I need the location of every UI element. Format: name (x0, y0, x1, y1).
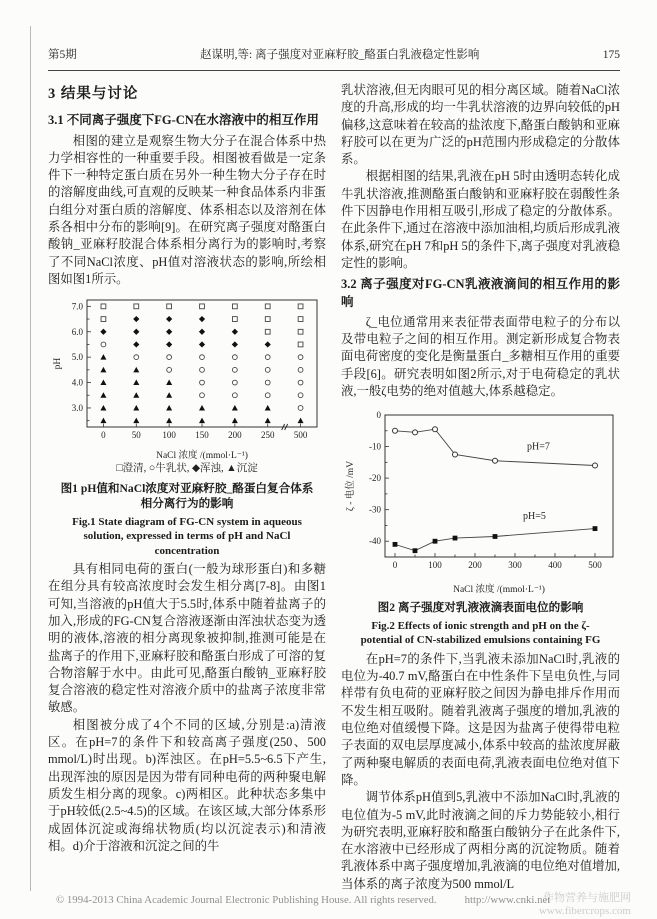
svg-text:200: 200 (228, 430, 242, 441)
svg-text:100: 100 (162, 430, 176, 441)
figure1-caption-en: Fig.1 State diagram of FG-CN system in aqueous solution, expressed in terms of pH and NaCl concentration (72, 515, 302, 557)
figure-2 (341, 405, 620, 648)
paragraph: 相图的建立是观察生物大分子在混合体系中热力学相容性的一种重要手段。相图被看做是一定条件下一种特定蛋白质在另外一种生物大分子存在时的溶解度曲线,可直观的反映某一种食品体系内非蛋白组分对蛋白质的溶解度、体系相态以及溶剂在体系各相中分布的影响[9]。在研究离子强度对酪蛋白酸钠_亚麻籽胶混合体系相分离行为的影响时,考察了不同NaCl浓度、pH值对溶液状态的影响,所绘相图如图1所示。 (48, 133, 326, 286)
paragraph: 根据相图的结果,乳液在pH 5时由透明态转化成牛乳状溶液,推测酪蛋白酸钠和亚麻籽胶在弱酸性条件下因静电作用相互吸引,形成了稳定的分散体系。在此条件下,通过在溶液中添加油相,均质后形成乳液体系,研究在pH 7和pH 5的条件下,离子强度对乳液稳定性的影响。 (341, 169, 620, 270)
svg-text:ζ - 电位 /mV: ζ - 电位 /mV (346, 461, 356, 512)
page-footer (56, 894, 550, 906)
header-running-title: 赵谋明,等: 离子强度对亚麻籽胶_酪蛋白乳液稳定性影响 (200, 49, 480, 61)
figure2-caption-zh: 图2 离子强度对乳液液滴表面电位的影响 (377, 601, 584, 615)
svg-text:50: 50 (131, 430, 141, 441)
paragraph: ζ_电位通常用来表征带表面带电粒子的分布以及带电粒子之间的相互作用。测定新形成复合物表面电荷密度的变化是衡量蛋白_多糖相互作用的重要手段[6]。研究表明如图2所示,对于电荷稳定的乳状液,一般ζ电势的绝对值越大,体系越稳定。 (341, 314, 620, 399)
figure1-legend: □澄清, ○牛乳状, ◆浑浊, ▲沉淀 (116, 463, 258, 475)
article-body (48, 82, 620, 893)
svg-text:300: 300 (508, 560, 522, 571)
svg-text:-20: -20 (369, 473, 381, 484)
left-column (48, 82, 326, 893)
svg-text:200: 200 (468, 560, 482, 571)
svg-text:0: 0 (101, 430, 106, 441)
header-issue: 第5期 (48, 49, 77, 61)
watermark-line-2: www.fibercrops.com (538, 905, 631, 917)
svg-text:pH: pH (53, 357, 63, 370)
figure1-caption-zh: 图1 pH值和NaCl浓度对亚麻籽胶_酪蛋白复合体系相分离行为的影响 (60, 481, 314, 511)
svg-text:150: 150 (195, 430, 209, 441)
footer-copyright: © 1994-2013 China Academic Journal Electronic Publishing House. All rights reserved. (56, 894, 437, 906)
svg-text:100: 100 (428, 560, 442, 571)
paragraph: 相图被分成了4个不同的区域,分别是:a)清液区。在pH=7的条件下和较高离子强度(250、500 mmol/L)时出现。b)浑浊区。在pH=5.5~6.5下产生,出现浑浊的原因是因为带有同种电荷的两种聚电解质发生相分离的现象。c)两相区。此种状态多集中于pH较低(2.5~4.5)的区域。在该区域,大部分体系形成固体沉淀或海绵状物质(均以沉淀表示)和清液相。d)介于溶液和沉淀之间的牛 (48, 717, 326, 853)
watermark-line-1: 作物营养与施肥网 (543, 892, 631, 904)
paragraph: 调节体系pH值到5,乳液中不添加NaCl时,乳液的电位值为-5 mV,此时液滴之间的斥力势能较小,相行为研究表明,亚麻籽胶和酪蛋白酸钠分子在此条件下,在水溶液中已经形成了两相分离的沉淀物质。随着乳液体系中离子强度增加,乳液滴的电位绝对值增加,当体系的离子浓度为500 mmol/L (341, 790, 620, 891)
svg-text:4.0: 4.0 (71, 377, 83, 388)
svg-text:NaCl 浓度 /(mmol·L⁻¹): NaCl 浓度 /(mmol·L⁻¹) (156, 451, 248, 462)
paragraph: 具有相同电荷的蛋白(一般为球形蛋白)和多糖在组分具有较高浓度时会发生相分离[7-8]。由图1可知,当溶液的pH值大于5.5时,体系中随着盐离子的加入,形成的FG-CN复合溶液逐渐由浑浊状态变为透明的液体,溶液的相分离现象被抑制,推测可能是在盐离子的作用下,亚麻籽胶和酪蛋白形成了可溶的复合物溶解于水中。由此可见,酪蛋白酸钠_亚麻籽胶复合溶液的稳定性对溶液介质中的盐离子浓度非常敏感。 (48, 562, 326, 715)
svg-text:5.0: 5.0 (71, 352, 83, 363)
footer-url: http://www.cnki.net (464, 894, 551, 906)
figure2-zeta-potential-chart (341, 405, 627, 597)
svg-text:-40: -40 (369, 536, 381, 547)
svg-text:pH=7: pH=7 (527, 442, 550, 454)
section-heading: 3 结果与讨论 (48, 86, 139, 102)
figure1-caption (48, 481, 326, 559)
svg-text:0: 0 (392, 560, 398, 571)
svg-text:500: 500 (588, 560, 602, 571)
subsection-heading-3-1: 3.1 不同离子强度下FG-CN在水溶液中的相互作用 (48, 113, 319, 128)
svg-text:7.0: 7.0 (71, 301, 83, 312)
svg-text:-30: -30 (369, 505, 381, 516)
right-column (341, 82, 620, 893)
svg-text:pH=5: pH=5 (523, 511, 546, 523)
figure-1 (48, 293, 326, 558)
figure2-caption-en: Fig.2 Effects of ionic strength and pH on the ζ-potential of CN-stabilized emulsions containing FG (360, 619, 601, 647)
header-rule (48, 70, 620, 71)
svg-text:NaCl 浓度 /(mmol·L⁻¹): NaCl 浓度 /(mmol·L⁻¹) (453, 585, 545, 596)
figure2-caption (341, 600, 620, 648)
svg-text:250: 250 (260, 430, 275, 441)
watermark (539, 892, 631, 918)
svg-text:500: 500 (293, 430, 308, 441)
svg-text:400: 400 (548, 560, 562, 571)
subsection-heading-3-2: 3.2 离子强度对FG-CN乳液液滴间的相互作用的影响 (341, 277, 620, 309)
paragraph: 乳状溶液,但无肉眼可见的相分离区域。随着NaCl浓度的升高,形成的均一牛乳状溶液的边界向较低的pH偏移,这意味着在较高的盐浓度下,酪蛋白酸钠和亚麻籽胶可以在更为广泛的pH范围内形成稳定的分散体系。 (341, 83, 620, 167)
svg-text:0: 0 (376, 410, 381, 421)
figure1-state-diagram-chart (49, 293, 325, 461)
svg-text:-10: -10 (369, 441, 381, 452)
scan-edge-line (30, 26, 31, 891)
page-header (48, 46, 620, 62)
svg-text:6.0: 6.0 (71, 327, 83, 338)
header-page-number: 175 (602, 49, 620, 61)
svg-text:3.0: 3.0 (71, 403, 83, 414)
paragraph: 在pH=7的条件下,当乳液未添加NaCl时,乳液的电位为-40.7 mV,酪蛋白在中性条件下呈电负性,与同样带有负电荷的亚麻籽胶之间因为静电排斥作用而不发生相互吸附。随着乳液离子强度的增加,乳液的电位绝对值缓慢下降。这是因为盐离子使得带电粒子表面的双电层厚度减小,体系中较高的盐浓度屏蔽了两种聚电解质的表面电荷,乳液表面电位绝对值下降。 (341, 651, 620, 787)
